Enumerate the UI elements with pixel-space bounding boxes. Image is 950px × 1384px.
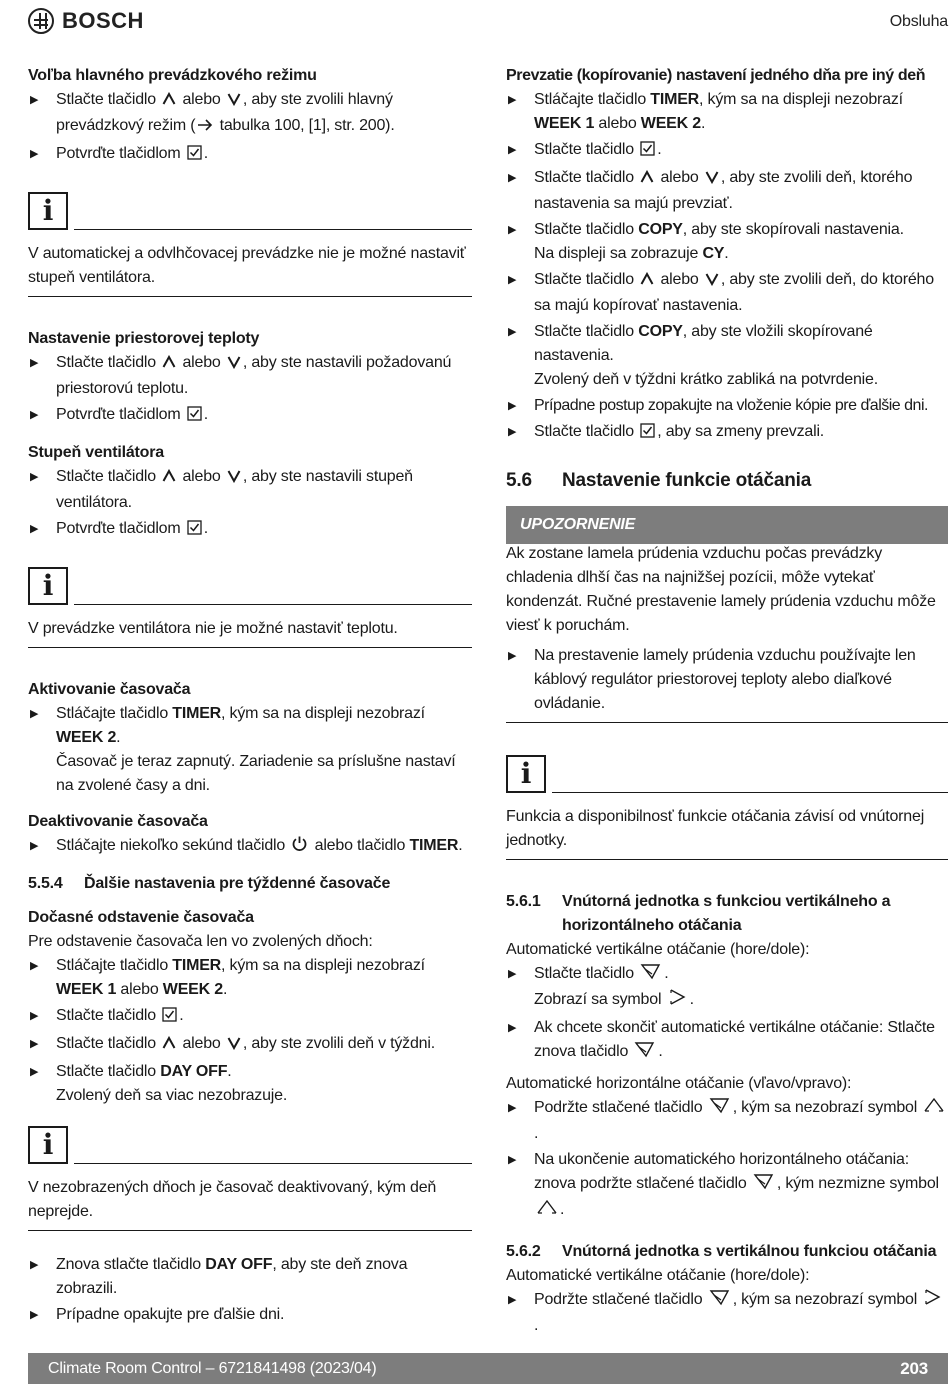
- heading-fan: Stupeň ventilátora: [28, 444, 164, 461]
- steps-temperature: [28, 351, 472, 429]
- checkbox-icon: [187, 519, 202, 543]
- down-chevron-icon: [705, 168, 719, 192]
- v-intro: Automatické vertikálne otáčanie (hore/dole):: [506, 941, 810, 958]
- info-note: [28, 1124, 472, 1231]
- steps-561-h: [506, 1096, 948, 1224]
- note-text: Funkcia a disponibilnosť funkcie otáčania závisí od vnútornej jednotky.: [506, 805, 948, 860]
- up-chevron-icon: [640, 270, 654, 294]
- heading-timer-on: Aktivovanie časovača: [28, 681, 191, 698]
- down-chevron-icon: [705, 270, 719, 294]
- section-label: Obsluha: [889, 13, 948, 30]
- heading-561: 5.6.1 Vnútorná jednotka s funkciou vertikálneho a horizontálneho otáčania: [506, 893, 891, 934]
- note-text: V automatickej a odvlhčovacej prevádzke nie je možné nastaviť stupeň ventilátora.: [28, 242, 472, 297]
- footer-doc-info: Climate Room Control – 6721841498 (2023/04): [48, 1360, 377, 1377]
- checkbox-icon: [640, 422, 655, 446]
- steps-timer-off: [28, 834, 472, 860]
- steps-562: [506, 1288, 948, 1338]
- up-chevron-icon: [162, 353, 176, 377]
- info-note: [28, 190, 472, 297]
- step: ▶ Stlačte tlačidlo alebo , aby ste zvolili deň v týždni.: [28, 1032, 472, 1058]
- steps-fan: [28, 465, 472, 543]
- page-footer: [28, 1353, 948, 1384]
- step: ▶ Stlačte tlačidlo . Zobrazí sa symbol .: [506, 962, 948, 1014]
- down-chevron-icon: [227, 1034, 241, 1058]
- step: ▶ Stlačte tlačidlo .: [506, 138, 948, 164]
- vertical-swing-symbol-icon: [923, 1288, 943, 1314]
- heading-56: 5.6 Nastavenie funkcie otáčania: [506, 470, 812, 491]
- info-icon: i: [28, 192, 68, 230]
- step: ▶ Podržte stlačené tlačidlo , kým sa nezobrazí symbol .: [506, 1096, 948, 1146]
- warning-steps: [506, 644, 948, 716]
- step: ▶ Prípadne opakujte pre ďalšie dni.: [28, 1303, 472, 1327]
- steps-561-v: [506, 962, 948, 1066]
- checkbox-icon: [640, 140, 655, 164]
- checkbox-icon: [187, 405, 202, 429]
- step: ▶ Stlačte tlačidlo alebo , aby ste zvolili deň, do ktorého sa majú kopírovať nastavenia.: [506, 268, 948, 318]
- step: ▶ Stláčajte tlačidlo TIMER, kým sa na displeji nezobrazí WEEK 1 alebo WEEK 2.: [506, 88, 948, 136]
- page-number: 203: [900, 1359, 928, 1378]
- v-intro: Automatické vertikálne otáčanie (hore/dole):: [506, 1267, 810, 1284]
- brand-name: BOSCH: [62, 8, 144, 33]
- step: ▶ Na prestavenie lamely prúdenia vzduchu používajte len káblový regulátor priestorovej teploty alebo diaľkové ovládanie.: [506, 644, 948, 716]
- bosch-armature-icon: [28, 8, 54, 34]
- step: ▶ Stlačte tlačidlo , aby sa zmeny prevzali.: [506, 420, 948, 446]
- up-chevron-icon: [640, 168, 654, 192]
- heading-562: 5.6.2 Vnútorná jednotka s vertikálnou funkciou otáčania: [506, 1243, 937, 1260]
- steps-mode: [28, 88, 472, 168]
- step: ▶ Potvrďte tlačidlom .: [28, 403, 472, 429]
- warning-text: Ak zostane lamela prúdenia vzduchu počas prevádzky chladenia dlhší čas na najnižšej pozícii, môže vytekať kondenzát. Ručné prestavenie lamely prúdenia vzduchu môže viesť k poruchám.: [506, 545, 936, 634]
- page-header: [0, 0, 950, 44]
- step: ▶ Stláčajte tlačidlo TIMER, kým sa na displeji nezobrazí WEEK 2. Časovač je teraz zapnutý. Zariadenie sa príslušne nastaví na zvolené časy a dni.: [28, 702, 472, 798]
- bosch-logo: [28, 8, 144, 34]
- horizontal-swing-symbol-icon: [923, 1096, 945, 1122]
- heading-timer-off: Deaktivovanie časovača: [28, 813, 208, 830]
- dayoff-intro: Pre odstavenie časovača len vo zvolených dňoch:: [28, 933, 373, 950]
- warning-label: UPOZORNENIE: [506, 506, 948, 544]
- right-column: [506, 64, 948, 1340]
- up-chevron-icon: [162, 1034, 176, 1058]
- heading-copy: Prevzatie (kopírovanie) nastavení jedného dňa pre iný deň: [506, 67, 926, 84]
- swing-button-icon: [634, 1040, 656, 1066]
- info-icon: i: [506, 755, 546, 793]
- steps-timer-on: [28, 702, 472, 798]
- step: ▶ Na ukončenie automatického horizontálneho otáčania: znova podržte stlačené tlačidlo , kým nezmizne symbol .: [506, 1148, 948, 1224]
- info-icon: i: [28, 567, 68, 605]
- swing-button-icon: [753, 1172, 775, 1198]
- step: ▶ Stlačte tlačidlo alebo , aby ste zvolili hlavný prevádzkový režim ( tabulka 100, [1], str. 200).: [28, 88, 472, 140]
- vertical-swing-symbol-icon: [668, 988, 688, 1014]
- step: ▶ Stlačte tlačidlo .: [28, 1004, 472, 1030]
- note-text: V nezobrazených dňoch je časovač deaktivovaný, kým deň neprejde.: [28, 1176, 472, 1231]
- step: ▶ Potvrďte tlačidlom .: [28, 517, 472, 543]
- h-intro: Automatické horizontálne otáčanie (vľavo/vpravo):: [506, 1075, 852, 1092]
- swing-button-icon: [709, 1288, 731, 1314]
- swing-button-icon: [640, 962, 662, 988]
- step: ▶ Znova stlačte tlačidlo DAY OFF, aby ste deň znova zobrazili.: [28, 1253, 472, 1301]
- steps-redo: [28, 1253, 472, 1327]
- info-icon: i: [28, 1126, 68, 1164]
- heading-dayoff: Dočasné odstavenie časovača: [28, 909, 254, 926]
- step: ▶ Stlačte tlačidlo DAY OFF. Zvolený deň sa viac nezobrazuje.: [28, 1060, 472, 1108]
- arrow-right-icon: [197, 116, 213, 140]
- heading-mode: Voľba hlavného prevádzkového režimu: [28, 67, 317, 84]
- left-column: [28, 64, 472, 1329]
- horizontal-swing-symbol-icon: [536, 1198, 558, 1224]
- steps-copy: [506, 88, 948, 446]
- power-icon: [291, 835, 308, 860]
- heading-554: 5.5.4 Ďalšie nastavenia pre týždenné časovače: [28, 875, 391, 892]
- down-chevron-icon: [227, 353, 241, 377]
- swing-button-icon: [709, 1096, 731, 1122]
- step: ▶ Stláčajte tlačidlo TIMER, kým sa na displeji nezobrazí WEEK 1 alebo WEEK 2.: [28, 954, 472, 1002]
- step: ▶ Potvrďte tlačidlom .: [28, 142, 472, 168]
- heading-temperature: Nastavenie priestorovej teploty: [28, 330, 260, 347]
- step: ▶ Stláčajte niekoľko sekúnd tlačidlo alebo tlačidlo TIMER.: [28, 834, 472, 860]
- step: ▶ Stlačte tlačidlo COPY, aby ste skopírovali nastavenia. Na displeji sa zobrazuje CY.: [506, 218, 948, 266]
- down-chevron-icon: [227, 90, 241, 114]
- info-note: [28, 565, 472, 648]
- step: ▶ Stlačte tlačidlo alebo , aby ste nastavili požadovanú priestorovú teplotu.: [28, 351, 472, 401]
- up-chevron-icon: [162, 467, 176, 491]
- step: ▶ Stlačte tlačidlo alebo , aby ste nastavili stupeň ventilátora.: [28, 465, 472, 515]
- step: ▶ Stlačte tlačidlo alebo , aby ste zvolili deň, ktorého nastavenia sa majú prevziať.: [506, 166, 948, 216]
- warning-box: [506, 542, 948, 723]
- up-chevron-icon: [162, 90, 176, 114]
- step: ▶ Ak chcete skončiť automatické vertikálne otáčanie: Stlačte znova tlačidlo .: [506, 1016, 948, 1066]
- step: ▶ Prípadne postup zopakujte na vloženie kópie pre ďalšie dni.: [506, 394, 948, 418]
- down-chevron-icon: [227, 467, 241, 491]
- steps-dayoff: [28, 954, 472, 1108]
- info-note: [506, 753, 948, 860]
- checkbox-icon: [187, 144, 202, 168]
- step: ▶ Stlačte tlačidlo COPY, aby ste vložili skopírované nastavenia. Zvolený deň v týždni krátko zabliká na potvrdenie.: [506, 320, 948, 392]
- step: ▶ Podržte stlačené tlačidlo , kým sa nezobrazí symbol .: [506, 1288, 948, 1338]
- checkbox-icon: [162, 1006, 177, 1030]
- note-text: V prevádzke ventilátora nie je možné nastaviť teplotu.: [28, 617, 472, 648]
